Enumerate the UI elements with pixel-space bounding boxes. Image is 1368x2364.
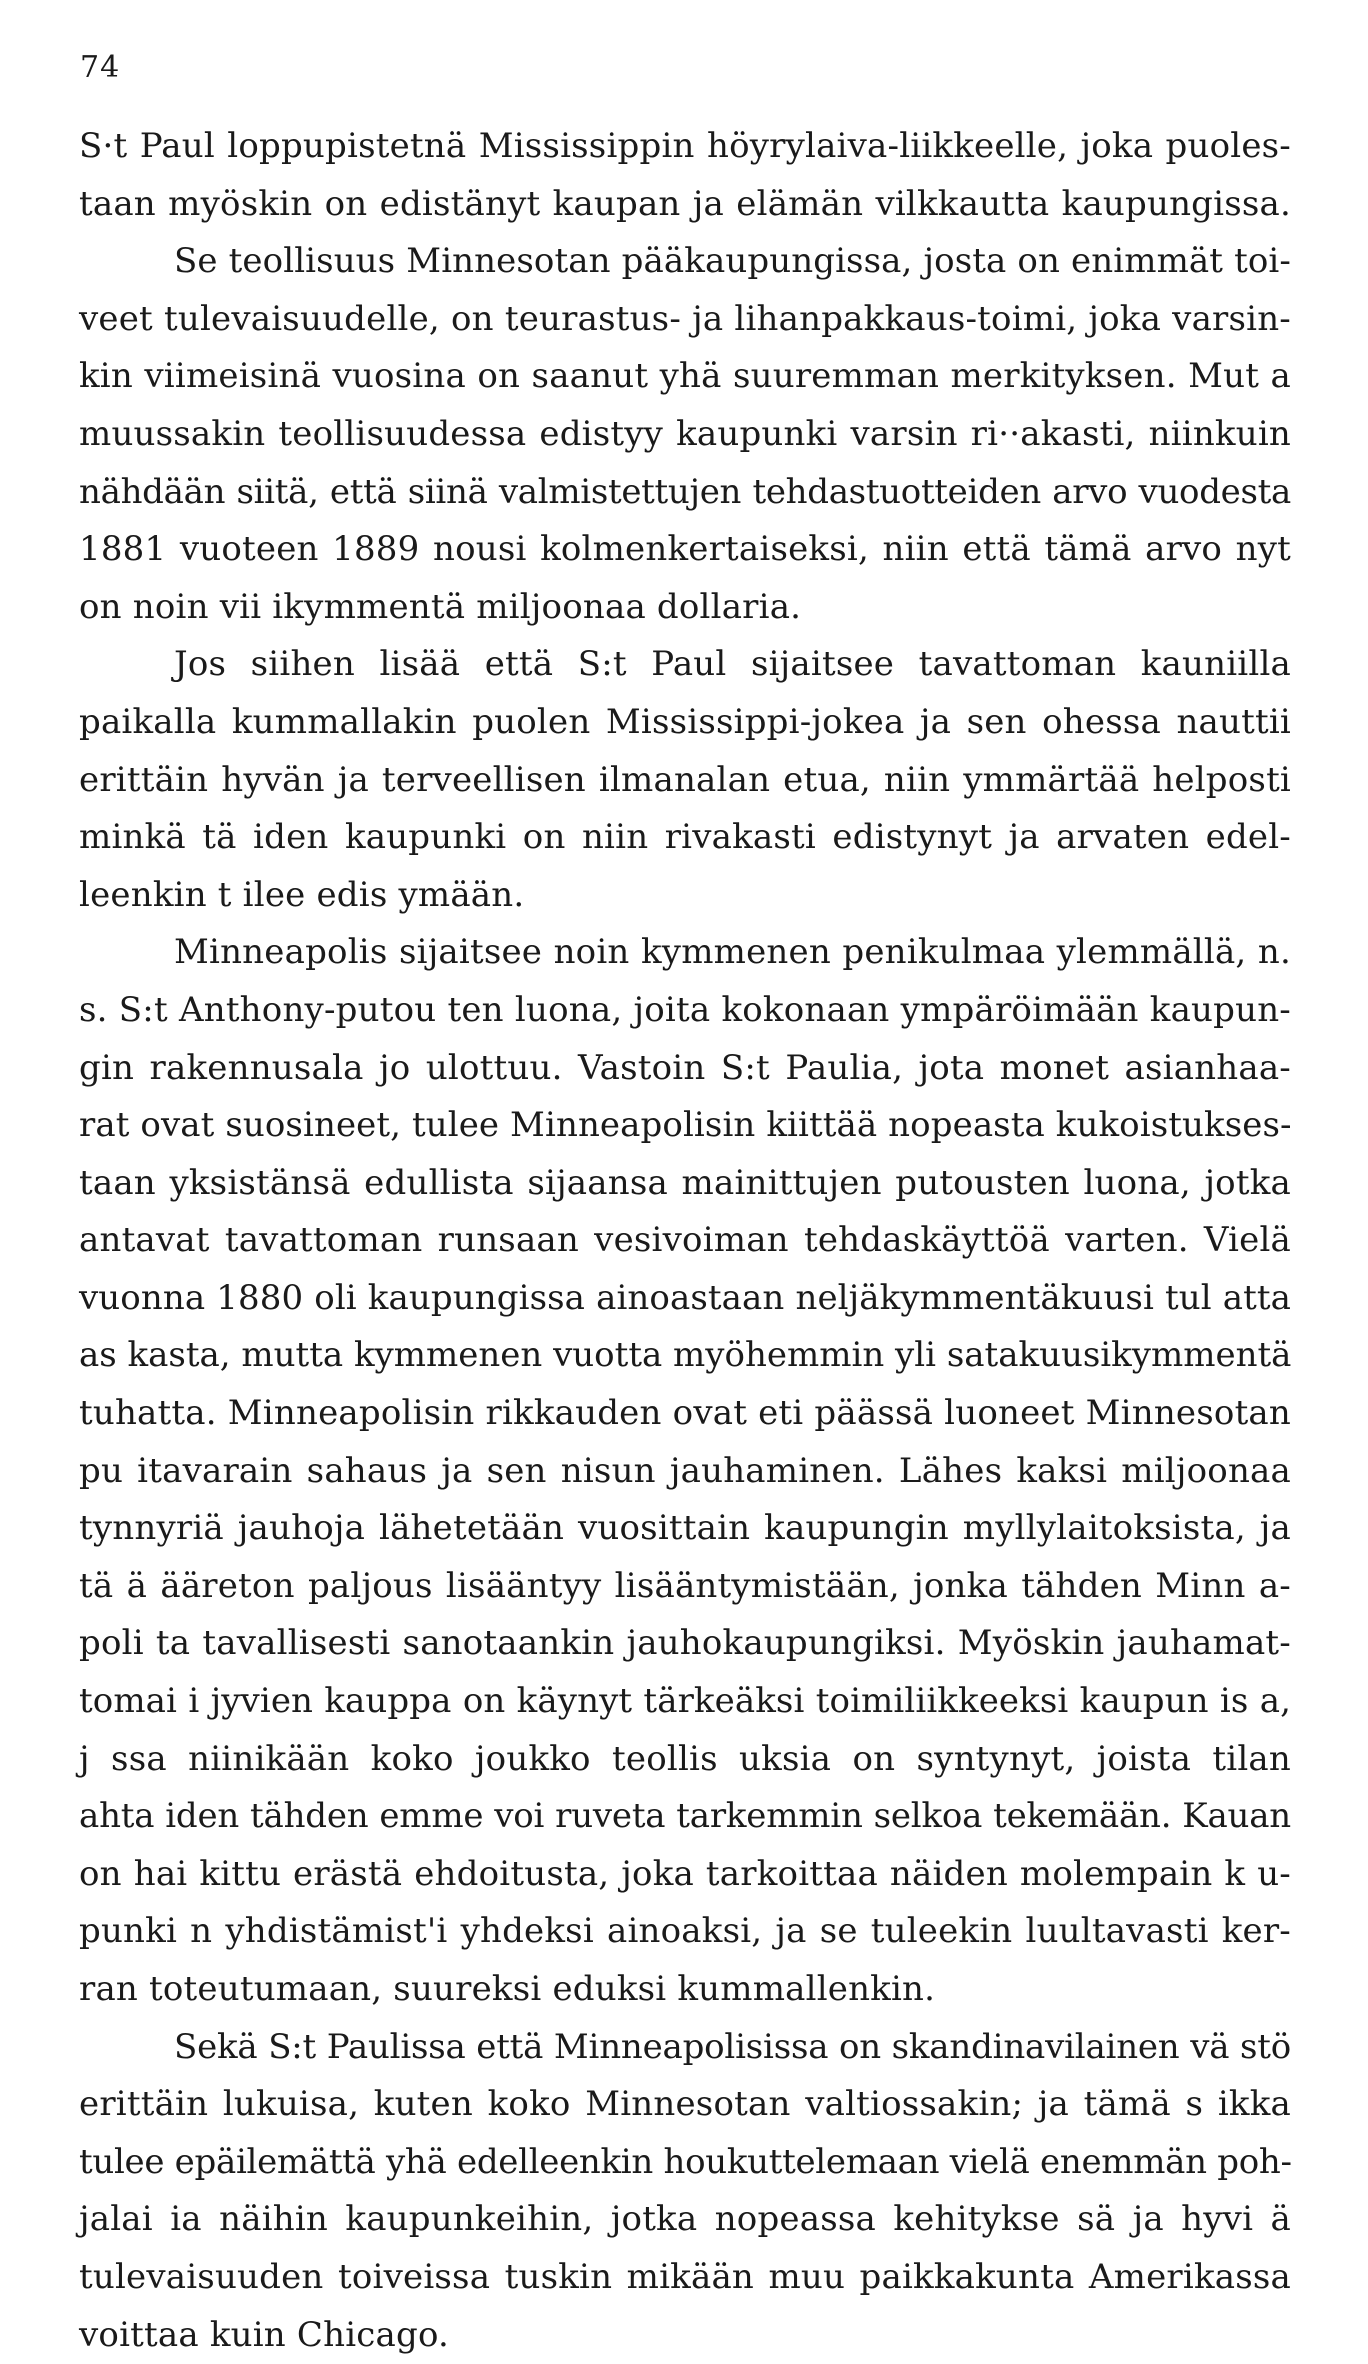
text-line: erittäin lukuisa, kuten koko Minnesotan valtiossakin; ja tämä s ikka — [79, 2084, 1291, 2125]
text-line: Jos siihen lisää että S:t Paul sijaitsee tavattoman kauniilla — [174, 644, 1291, 685]
text-line: tulee epäilemättä yhä edelleenkin houkuttelemaan vielä enemmän poh- — [79, 2141, 1292, 2182]
text-line: vuonna 1880 oli kaupungissa ainoastaan neljäkymmentäkuusi tul atta — [79, 1277, 1291, 1318]
text-line: tulevaisuuden toiveissa tuskin mikään muu paikkakunta Amerikassa — [79, 2256, 1291, 2297]
text-line: voittaa kuin Chicago. — [79, 2314, 450, 2355]
text-line: gin rakennusala jo ulottuu. Vastoin S:t Paulia, jota monet asianhaa- — [79, 1047, 1291, 1088]
text-line: leenkin t ilee edis ymään. — [79, 874, 525, 915]
page-number: 74 — [80, 50, 121, 85]
text-line: Minneapolis sijaitsee noin kymmenen penikulmaa ylemmällä, n. — [174, 932, 1291, 973]
body-text — [79, 118, 1291, 2364]
text-line: jalai ia näihin kaupunkeihin, jotka nopeassa kehitykse sä ja hyvi ä — [79, 2199, 1291, 2240]
text-line: S·t Paul loppupistetnä Mississippin höyrylaiva-liikkeelle, joka puoles- — [79, 126, 1291, 166]
text-line: erittäin hyvän ja terveellisen ilmanalan etua, niin ymmärtää helposti — [79, 759, 1291, 800]
text-line: paikalla kummallakin puolen Mississippi-jokea ja sen ohessa nauttii — [79, 701, 1291, 742]
text-line: taan yksistänsä edullista sijaansa mainittujen putousten luona, jotka — [79, 1162, 1291, 1203]
text-line: veet tulevaisuudelle, on teurastus- ja lihanpakkaus-toimi, joka varsin- — [79, 298, 1291, 339]
text-line: tynnyriä jauhoja lähetetään vuosittain kaupungin myllylaitoksista, ja — [79, 1508, 1291, 1549]
text-line: poli ta tavallisesti sanotaankin jauhokaupungiksi. Myöskin jauhamat- — [79, 1623, 1291, 1664]
text-line: rat ovat suosineet, tulee Minneapolisin kiittää nopeasta kukoistukses- — [79, 1105, 1292, 1146]
text-line: s. S:t Anthony-putou ten luona, joita kokonaan ympäröimään kaupun- — [79, 989, 1291, 1030]
text-line: j ssa niinikään koko joukko teollis uksia on syntynyt, joista tilan — [79, 1738, 1291, 1779]
text-line: kin viimeisinä vuosina on saanut yhä suuremman merkityksen. Mut a — [79, 356, 1291, 397]
text-line: Se teollisuus Minnesotan pääkaupungissa, josta on enimmät toi- — [174, 241, 1291, 282]
text-line: on hai kittu erästä ehdoitusta, joka tarkoittaa näiden molempain k u- — [79, 1853, 1291, 1894]
text-line: on noin vii ikymmentä miljoonaa dollaria. — [79, 586, 802, 627]
text-line: 1881 vuoteen 1889 nousi kolmenkertaiseksi, niin että tämä arvo nyt — [79, 529, 1291, 570]
text-line: Sekä S:t Paulissa että Minneapolisissa on skandinavilainen vä stö — [174, 2026, 1291, 2067]
text-line: antavat tavattoman runsaan vesivoiman tehdaskäyttöä varten. Vielä — [79, 1220, 1291, 1261]
text-line: tomai i jyvien kauppa on käynyt tärkeäksi toimiliikkeeksi kaupun is a, — [79, 1681, 1291, 1722]
text-line: minkä tä iden kaupunki on niin rivakasti edistynyt ja arvaten edel- — [79, 817, 1291, 858]
text-line: taan myöskin on edistänyt kaupan ja elämän vilkkautta kaupungissa. — [79, 183, 1291, 224]
text-line: tä ä ääreton paljous lisääntyy lisääntymistään, jonka tähden Minn a- — [79, 1565, 1291, 1606]
text-line: punki n yhdistämist'i yhdeksi ainoaksi, ja se tuleekin luultavasti ker- — [79, 1911, 1291, 1952]
text-line: tuhatta. Minneapolisin rikkauden ovat eti päässä luoneet Minnesotan — [79, 1393, 1291, 1434]
text-line: as kasta, mutta kymmenen vuotta myöhemmin yli satakuusikymmentä — [79, 1335, 1292, 1376]
text-line: pu itavarain sahaus ja sen nisun jauhaminen. Lähes kaksi miljoonaa — [79, 1450, 1291, 1491]
text-line: ahta iden tähden emme voi ruveta tarkemmin selkoa tekemään. Kauan — [79, 1796, 1291, 1837]
text-line: ran toteutumaan, suureksi eduksi kummallenkin. — [79, 1969, 936, 2009]
text-line: nähdään siitä, että siinä valmistettujen tehdastuotteiden arvo vuodesta — [79, 471, 1291, 512]
text-line: muussakin teollisuudessa edistyy kaupunki varsin ri··akasti, niinkuin — [79, 413, 1291, 454]
